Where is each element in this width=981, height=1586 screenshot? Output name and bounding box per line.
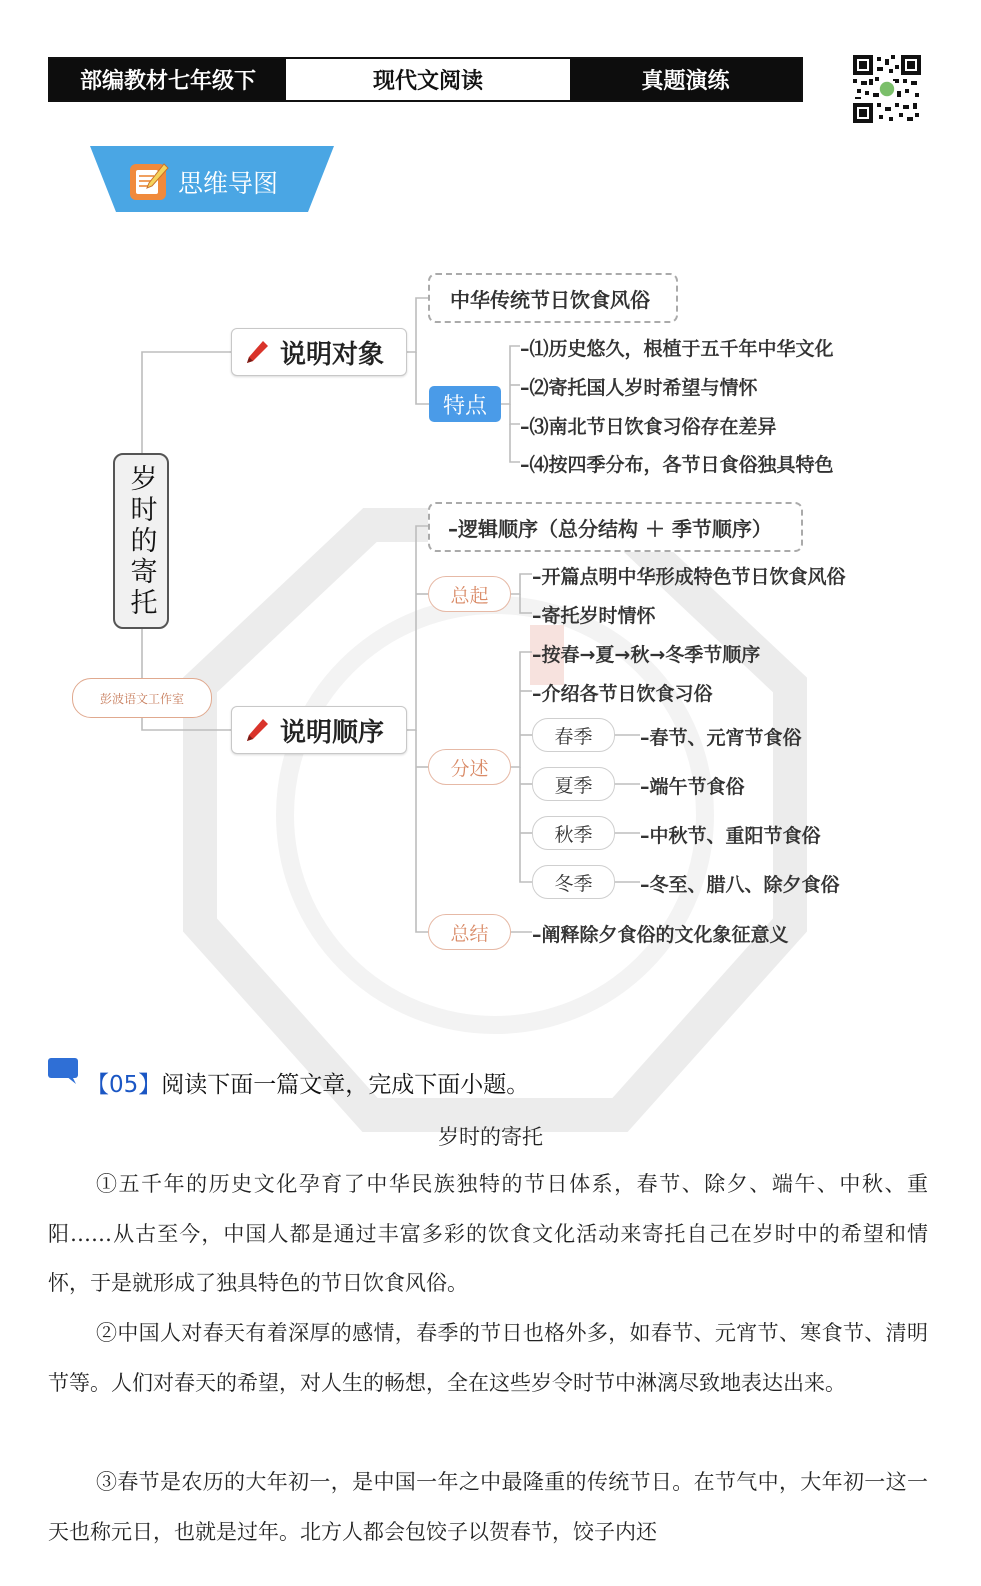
question-line (86, 1066, 529, 1099)
branch-order-label: 说明顺序 (280, 717, 385, 748)
season-desc: –中秋节、重阳节食俗 (640, 825, 821, 847)
article-paragraph: ③春节是农历的大年初一，是中国一年之中最隆重的传统节日。在节气中，大年初一这一天也称元日，也就是过年。北方人都会包饺子以贺春节，饺子内还 (48, 1470, 928, 1544)
tag-zongjie: 总结 (428, 914, 511, 950)
object-node (428, 273, 678, 323)
feature-item: –⑶南北节日饮食习俗存在差异 (520, 416, 777, 438)
question-number: 【05】 (86, 1072, 162, 1098)
zongqi-item: –开篇点明中华形成特色节日饮食风俗 (532, 566, 846, 588)
header-section: 真题演练 (570, 59, 801, 100)
pencil-icon (244, 717, 270, 743)
header-bar (48, 57, 803, 102)
fenshu-item: –按春→夏→秋→冬季节顺序 (532, 644, 761, 666)
feature-item: –⑷按四季分布，各节日食俗独具特色 (520, 454, 834, 476)
qr-code-icon (853, 55, 921, 123)
header-category: 现代文阅读 (286, 59, 570, 100)
article-paragraph: ②中国人对春天有着深厚的感情，春季的节日也格外多，如春节、元宵节、寒食节、清明节等。人们对春天的希望，对人生的畅想，全在这些岁令时节中淋漓尽致地表达出来。 (48, 1321, 928, 1395)
tag-fenshu: 分述 (428, 749, 511, 785)
speech-bubble-icon (48, 1058, 78, 1084)
branch-order (231, 706, 407, 754)
mindmap-banner-title: 思维导图 (178, 169, 279, 198)
mindmap-root-label: 岁时的寄托 (125, 463, 157, 619)
article-paragraph: ①五千年的历史文化孕育了中华民族独特的节日体系，春节、除夕、端午、中秋、重阳……从古至今，中国人都是通过丰富多彩的饮食文化活动来寄托自己在岁时中的希望和情怀，于是就形成了独具特色的节日饮食风俗。 (48, 1172, 928, 1295)
branch-object-label: 说明对象 (280, 339, 385, 370)
season-winter: 冬季 (532, 865, 615, 899)
question-instruction: 阅读下面一篇文章，完成下面小题。 (161, 1072, 530, 1098)
article-title: 岁时的寄托 (438, 1125, 543, 1149)
branch-object (231, 328, 407, 376)
zongqi-item: –寄托岁时情怀 (532, 605, 656, 627)
feature-tag: 特点 (429, 386, 501, 422)
season-desc: –春节、元宵节食俗 (640, 727, 802, 749)
season-summer: 夏季 (532, 767, 615, 801)
order-node (428, 502, 803, 552)
order-text: –逻辑顺序（总分结构 ＋ 季节顺序） (448, 516, 772, 541)
object-text: 中华传统节日饮食风俗 (450, 287, 650, 312)
season-desc: –端午节食俗 (640, 776, 745, 798)
zongjie-item: –阐释除夕食俗的文化象征意义 (532, 924, 789, 946)
fenshu-item: –介绍各节日饮食习俗 (532, 683, 713, 705)
feature-item: –⑴历史悠久，根植于五千年中华文化 (520, 338, 834, 360)
header-textbook: 部编教材七年级下 (50, 59, 286, 100)
season-desc: –冬至、腊八、除夕食俗 (640, 874, 840, 896)
tag-zongqi: 总起 (428, 576, 511, 612)
pencil-icon (244, 339, 270, 365)
notepad-pencil-icon (128, 160, 170, 202)
studio-tag: 彭波语文工作室 (72, 678, 212, 718)
mindmap-root (113, 453, 169, 629)
feature-item: –⑵寄托国人岁时希望与情怀 (520, 377, 758, 399)
season-spring: 春季 (532, 718, 615, 752)
season-autumn: 秋季 (532, 816, 615, 850)
